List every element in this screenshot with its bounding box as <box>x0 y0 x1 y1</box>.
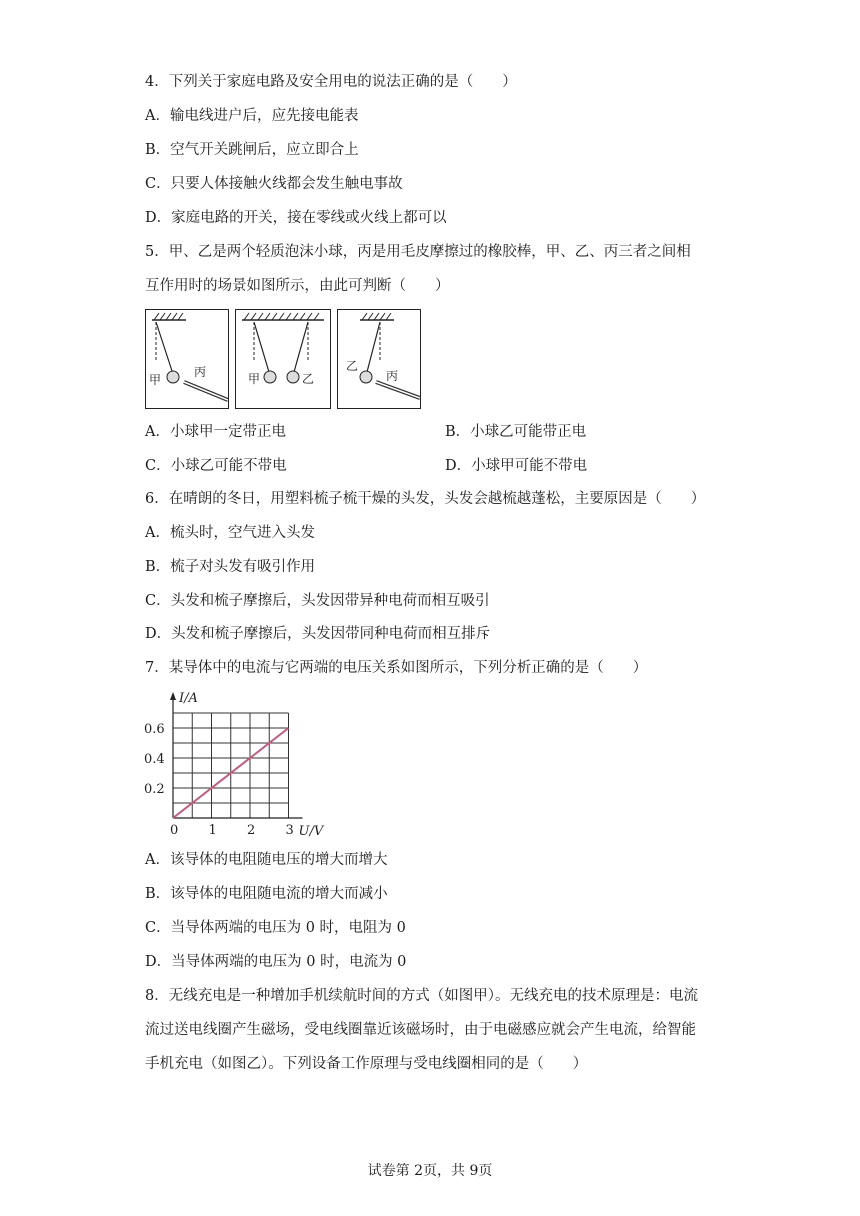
chart-axes <box>170 692 303 818</box>
panel-3-drawing <box>338 310 420 408</box>
q7-option-a: A．该导体的电阻随电压的增大而增大 <box>145 852 388 868</box>
panel-1-rod-label: 丙 <box>194 365 207 379</box>
chart-tick-labels <box>144 722 294 838</box>
q5-stem-line2: 互作用时的场景如图所示，由此可判断（ ） <box>145 278 450 294</box>
q8-line1: 8．无线充电是一种增加手机续航时间的方式（如图甲）。无线充电的技术原理是：电流 <box>145 988 698 1004</box>
q8-line3: 手机充电（如图乙）。下列设备工作原理与受电线圈相同的是（ ） <box>145 1056 588 1072</box>
x-tick-label: 1 <box>208 823 217 838</box>
q4-option-b: B．空气开关跳闸后，应立即合上 <box>145 142 359 158</box>
q5-figure-panel-3 <box>337 309 421 409</box>
q4-stem: 4．下列关于家庭电路及安全用电的说法正确的是（ ） <box>145 74 517 90</box>
q6-stem: 6．在晴朗的冬日，用塑料梳子梳干燥的头发，头发会越梳越蓬松，主要原因是（ ） <box>145 491 706 507</box>
q4-option-c: C．只要人体接触火线都会发生触电事故 <box>145 176 403 192</box>
y-tick-label: 0.4 <box>144 752 165 767</box>
q6-option-a: A．梳头时，空气进入头发 <box>145 525 315 541</box>
x-tick-label: 0 <box>170 823 179 838</box>
panel-2-drawing <box>236 310 330 408</box>
q5-stem-line1: 5．甲、乙是两个轻质泡沫小球，丙是用毛皮摩擦过的橡胶棒，甲、乙、丙三者之间相 <box>145 244 691 260</box>
q5-option-d: D．小球甲可能不带电 <box>445 458 588 474</box>
q6-option-b: B．梳子对头发有吸引作用 <box>145 559 316 575</box>
page-footer: 试卷第 2页，共 9页 <box>367 1163 493 1179</box>
q4-option-a: A．输电线进户后，应先接电能表 <box>145 108 359 124</box>
chart-x-axis-label: U/V <box>298 824 324 838</box>
panel-1-drawing <box>146 310 228 408</box>
q8-line2: 流过送电线圈产生磁场，受电线圈靠近该磁场时，由于电磁感应就会产生电流，给智能 <box>145 1022 696 1038</box>
q7-stem: 7．某导体中的电流与它两端的电压关系如图所示，下列分析正确的是（ ） <box>145 660 648 676</box>
panel-2-ball-left-label: 甲 <box>248 372 261 386</box>
q4-option-d: D．家庭电路的开关，接在零线或火线上都可以 <box>145 210 447 226</box>
x-tick-label: 3 <box>285 823 294 838</box>
q7-option-d: D．当导体两端的电压为 0 时，电流为 0 <box>145 954 407 970</box>
q7-option-c: C．当导体两端的电压为 0 时，电阻为 0 <box>145 920 406 936</box>
panel-1-ball-label: 甲 <box>149 373 162 387</box>
q5-figure-panel-1 <box>145 309 229 409</box>
chart-y-axis-label: I/A <box>179 691 198 706</box>
q6-option-d: D．头发和梳子摩擦后，头发因带同种电荷而相互排斥 <box>145 626 491 642</box>
panel-3-ball-label: 乙 <box>346 359 359 373</box>
chart-grid <box>173 713 289 818</box>
q6-option-c: C．头发和梳子摩擦后，头发因带异种电荷而相互吸引 <box>145 593 490 609</box>
q5-option-c: C．小球乙可能不带电 <box>145 458 287 474</box>
panel-3-rod-label: 丙 <box>386 369 399 383</box>
q7-option-b: B．该导体的电阻随电流的增大而减小 <box>145 886 388 902</box>
q5-figure-panel-2 <box>235 309 331 409</box>
q5-option-b: B．小球乙可能带正电 <box>445 424 587 440</box>
panel-2-ball-right-label: 乙 <box>302 372 315 386</box>
y-tick-label: 0.6 <box>144 722 165 737</box>
y-axis-arrow <box>170 692 176 700</box>
y-tick-label: 0.2 <box>144 782 165 797</box>
q5-option-a: A．小球甲一定带正电 <box>145 424 286 440</box>
iu-chart <box>140 688 340 838</box>
x-tick-label: 2 <box>247 823 256 838</box>
